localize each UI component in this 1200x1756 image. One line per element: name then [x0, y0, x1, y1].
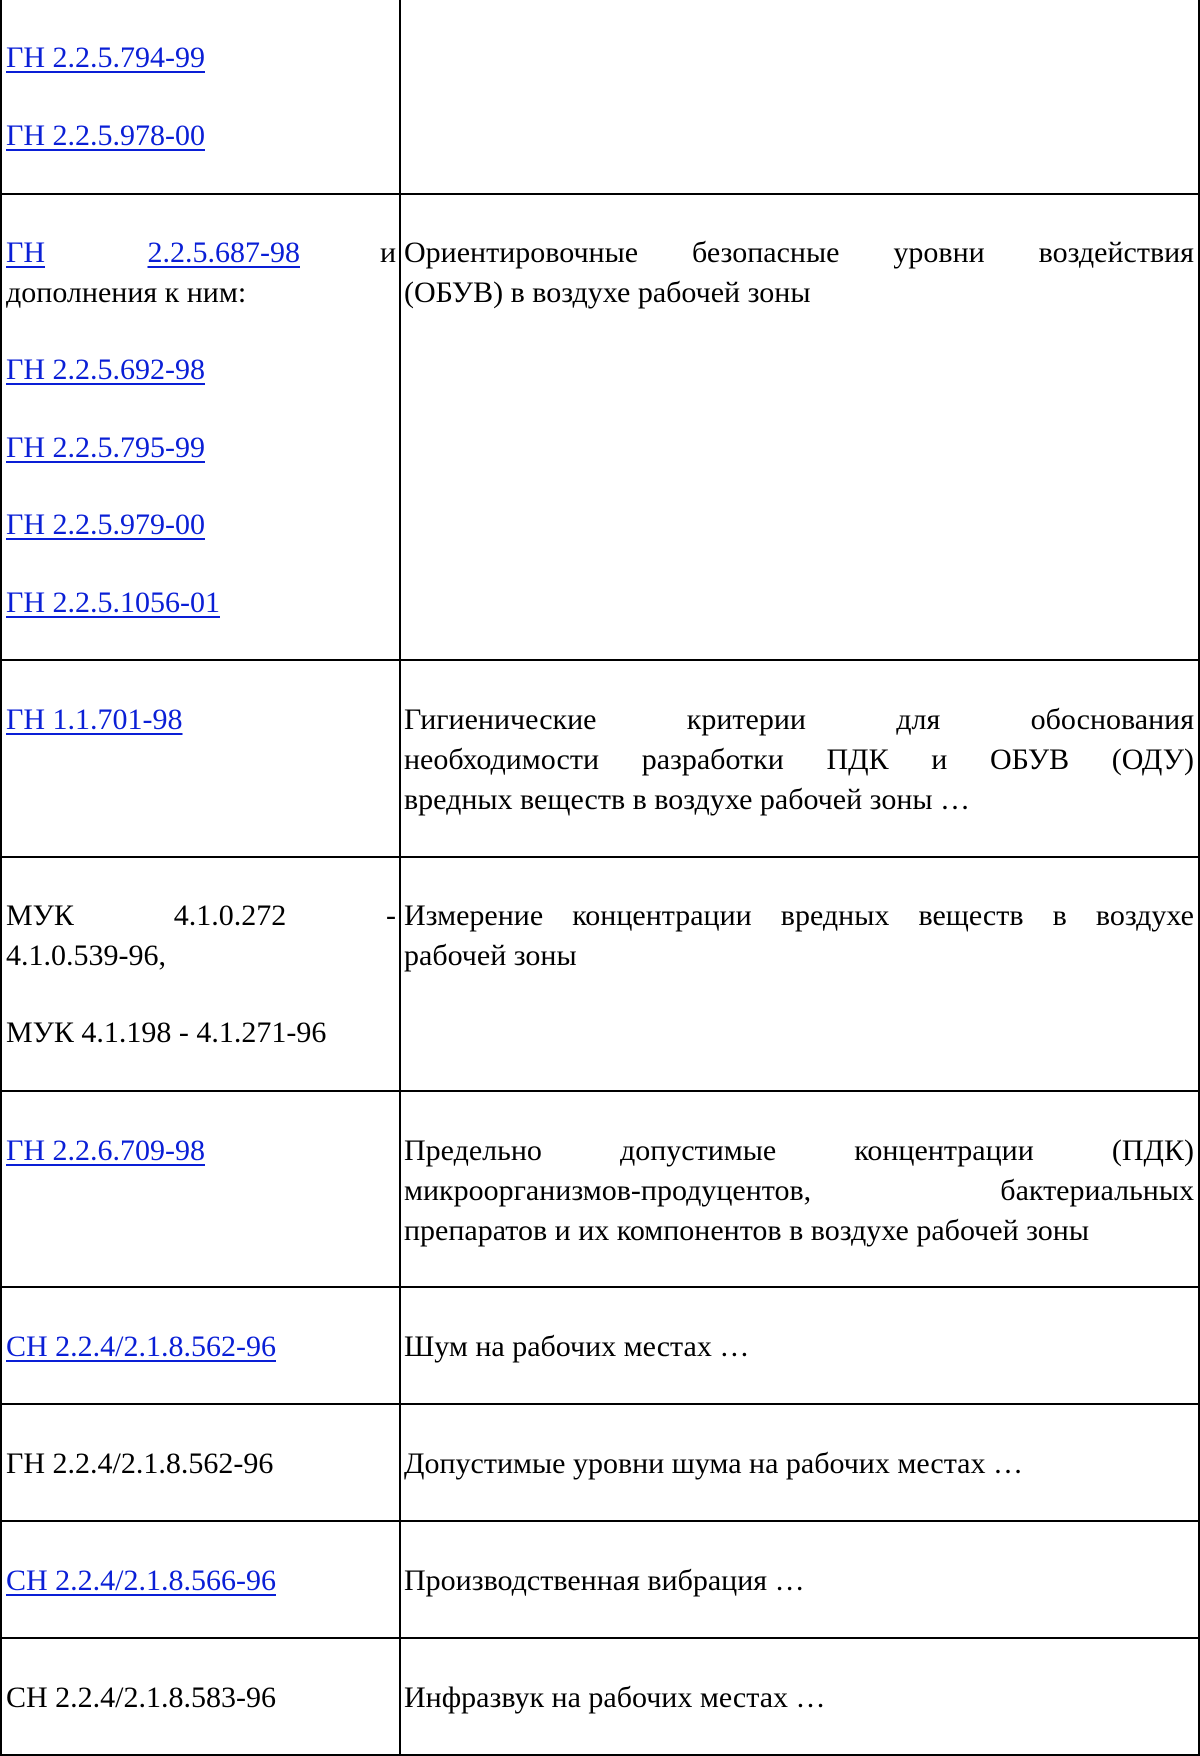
code-text: МУК 4.1.198 - 4.1.271-96	[6, 1016, 327, 1049]
row-divider	[0, 1090, 1200, 1092]
doc-link-sn-2-2-4-2-1-8-562-96[interactable]: СН 2.2.4/2.1.8.562-96	[6, 1330, 276, 1363]
row-divider	[0, 1286, 1200, 1288]
code-part: -	[386, 899, 396, 932]
description-line: Инфразвук на рабочих местах …	[404, 1681, 826, 1714]
row-divider	[0, 1403, 1200, 1405]
row-divider	[0, 1520, 1200, 1522]
row-divider	[0, 659, 1200, 661]
doc-link-gn-2-2-5-1056-01[interactable]: ГН 2.2.5.1056-01	[6, 586, 220, 619]
description-line: рабочей зоны	[404, 939, 577, 972]
description-line: необходимости разработки ПДК и ОБУВ (ОДУ)	[404, 743, 1194, 776]
code-line: 4.1.0.539-96,	[6, 939, 166, 972]
table-cell-description	[404, 233, 1194, 313]
description-line: Шум на рабочих местах …	[404, 1330, 750, 1363]
description-line: Производственная вибрация …	[404, 1564, 805, 1597]
code-text: ГН 2.2.4/2.1.8.562-96	[6, 1447, 274, 1480]
description-line: Измерение концентрации вредных веществ в воздухе	[404, 899, 1194, 932]
doc-link-sn-2-2-4-2-1-8-566-96[interactable]: СН 2.2.4/2.1.8.566-96	[6, 1564, 276, 1597]
row-divider	[0, 1637, 1200, 1639]
table-cell-description	[404, 700, 1194, 820]
table-border-left	[0, 0, 2, 1756]
doc-link-gn-2-2-5-692-98[interactable]: ГН 2.2.5.692-98	[6, 353, 205, 386]
table-cell-code	[6, 896, 396, 976]
doc-link-part: ГН	[6, 236, 46, 269]
table-column-divider	[399, 0, 401, 1756]
doc-link-gn-2-2-5-794-99[interactable]: ГН 2.2.5.794-99	[6, 41, 205, 74]
code-part: 4.1.0.272	[173, 899, 287, 932]
description-line: Допустимые уровни шума на рабочих местах …	[404, 1447, 1023, 1480]
doc-link-gn-2-2-5-979-00[interactable]: ГН 2.2.5.979-00	[6, 508, 205, 541]
row-divider	[0, 856, 1200, 858]
code-part: МУК	[6, 899, 74, 932]
row-divider	[0, 193, 1200, 195]
description-line: вредных веществ в воздухе рабочей зоны …	[404, 783, 971, 816]
description-line: препаратов и их компонентов в воздухе рабочей зоны	[404, 1214, 1090, 1247]
table-cell-description	[404, 896, 1194, 976]
description-line: (ОБУВ) в воздухе рабочей зоны	[404, 276, 811, 309]
description-line: Гигиенические критерии для обоснования	[404, 703, 1194, 736]
description-line: Ориентировочные безопасные уровни воздействия	[404, 236, 1194, 269]
description-line: микроорганизмов-продуцентов, бактериальных	[404, 1174, 1194, 1207]
doc-link-gn-2-2-5-978-00[interactable]: ГН 2.2.5.978-00	[6, 119, 205, 152]
doc-link-gn-1-1-701-98[interactable]: ГН 1.1.701-98	[6, 703, 183, 736]
code-text: СН 2.2.4/2.1.8.583-96	[6, 1681, 276, 1714]
table-cell-code	[6, 233, 396, 313]
doc-link-part: 2.2.5.687-98	[147, 236, 300, 269]
doc-link-gn-2-2-5-795-99[interactable]: ГН 2.2.5.795-99	[6, 431, 205, 464]
additions-text: дополнения к ним:	[6, 276, 247, 309]
table-cell-description	[404, 1131, 1194, 1251]
doc-link-gn-2-2-6-709-98[interactable]: ГН 2.2.6.709-98	[6, 1134, 205, 1167]
doc-link-gn-2-2-5-687-98[interactable]	[6, 233, 300, 273]
conjunction-text: и	[379, 236, 396, 269]
description-line: Предельно допустимые концентрации (ПДК)	[404, 1134, 1194, 1167]
